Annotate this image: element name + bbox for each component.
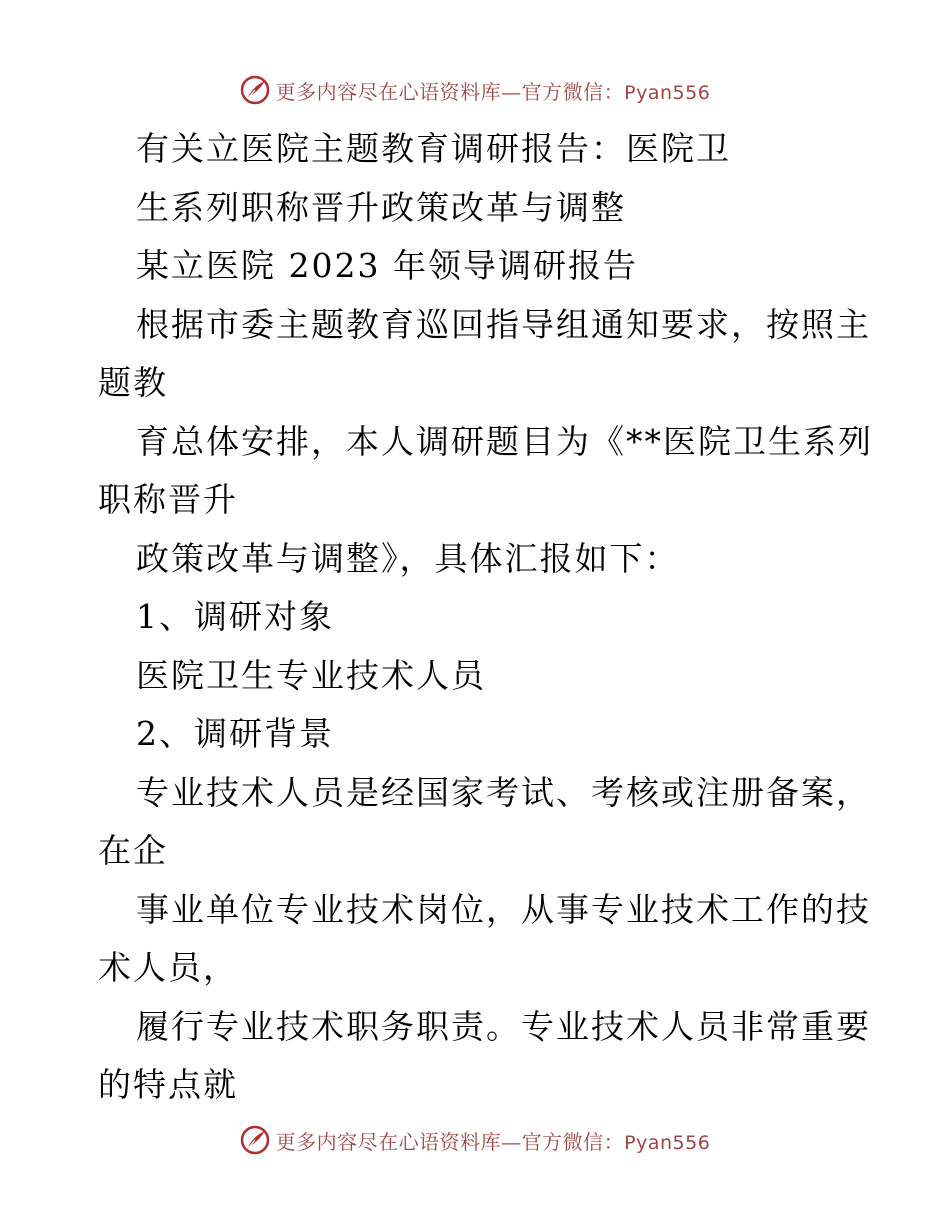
text-line: 有关立医院主题教育调研报告：医院卫 [136,129,731,168]
text-line: 生系列职称晋升政策改革与调整 [136,187,626,227]
text-line: 根据市委主题教育巡回指导组通知要求，按照主 [136,304,871,344]
text-line: 事业单位专业技术岗位，从事专业技术工作的技 [136,889,871,929]
text-line: 政策改革与调整》，具体汇报如下： [136,538,680,578]
text-line: 在企 [98,831,168,870]
header-watermark [0,70,950,110]
text-line: 医院卫生专业技术人员 [136,655,486,695]
watermark-account: Pyan556 [624,81,711,104]
watermark-label: 更多内容尽在心语资料库—官方微信： [275,79,625,104]
watermark-text [276,1126,711,1155]
text-line: 某立医院 2023 年领导调研报告 [136,246,638,285]
text-line: 履行专业技术职务职责。专业技术人员非常重要 [136,1006,871,1046]
watermark-label: 更多内容尽在心语资料库—官方微信： [275,1129,625,1154]
red-feather-logo-icon [240,1125,270,1155]
watermark-account: Pyan556 [624,1131,711,1154]
text-line: 的特点就 [98,1065,238,1104]
text-line: 育总体安排，本人调研题目为《**医院卫生系列 [136,421,873,461]
text-line: 专业技术人员是经国家考试、考核或注册备案， [136,772,871,812]
text-line: 职称晋升 [98,480,238,519]
document-body [98,120,873,1115]
red-feather-logo-icon [240,75,270,105]
text-line: 2、调研背景 [136,714,334,753]
watermark-text [276,76,711,105]
footer-watermark [0,1120,950,1160]
text-line: 题教 [98,363,168,402]
text-line: 术人员， [98,948,238,987]
text-line: 1、调研对象 [136,597,334,636]
